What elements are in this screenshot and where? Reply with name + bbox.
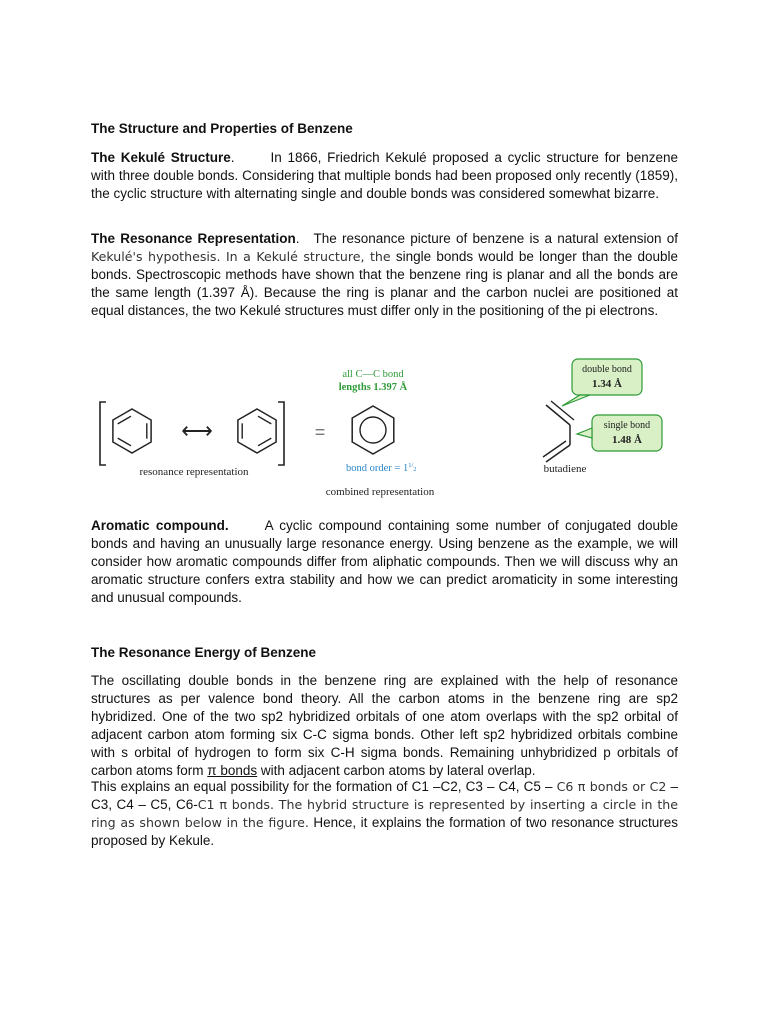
resonance-paragraph — [91, 230, 678, 320]
equals-sign: = — [314, 422, 326, 442]
energy-p1-b: with adjacent carbon atoms by lateral overlap. — [257, 763, 536, 779]
energy-p2-b: C6 π bonds or C2 — [556, 779, 667, 794]
resonance-energy-paragraph-1 — [91, 672, 678, 781]
resonance-energy-paragraph-2 — [91, 778, 678, 850]
document-title: The Structure and Properties of Benzene — [91, 121, 353, 136]
energy-p2-a: This explains an equal possibility for the formation of C1 –C2, C3 – C4, C5 – — [91, 779, 557, 794]
combined-caption: combined representation — [325, 486, 435, 498]
double-bond-callout — [562, 359, 642, 406]
benzene-combined-structure — [352, 406, 394, 454]
kekule-paragraph — [91, 149, 678, 203]
right-bracket — [278, 402, 284, 465]
double-bond-label: double bond — [582, 364, 632, 375]
single-bond-callout — [577, 415, 662, 451]
pi-bonds-link[interactable]: π bonds — [207, 763, 258, 779]
kekule-lead-punct: . — [230, 150, 235, 165]
resonance-text-b: Kekulé's hypothesis. In a Kekulé structure, the — [91, 249, 391, 265]
aromatic-text: A cyclic compound containing some number of conjugated double bonds and having an unusually large resonance energy. Using benzene as the example, we will consider how aromatic compounds differ from aliphatic compounds. Then we will discuss why an aromatic structure confers extra stability and how we can predict aromaticity in some interesting and unusual compounds. — [91, 518, 678, 606]
resonance-lead: The Resonance Representation — [91, 231, 296, 246]
kekule-text: In 1866, Friedrich Kekulé proposed a cyclic structure for benzene with three double bonds. Considering that multiple bonds had been proposed only recently (1859), the cyclic structure with alternating single and double bonds was considered somewhat bizarre. — [91, 150, 678, 202]
energy-p2-e: Hence, it explains the formation of two resonance structures proposed by Kekule. — [91, 815, 678, 849]
resonance-energy-title: The Resonance Energy of Benzene — [91, 645, 317, 660]
kekule-structure-1 — [113, 409, 151, 453]
bond-order-label: bond order = $1^1/_2$ — [346, 462, 417, 474]
single-bond-label: single bond — [603, 420, 651, 431]
double-bond-value: 1.34 Å — [592, 378, 622, 390]
bond-length-label-2: lengths 1.397 Å — [338, 382, 408, 393]
resonance-caption: resonance representation — [139, 466, 249, 478]
single-bond-value: 1.48 Å — [612, 434, 642, 446]
resonance-text-c: single bonds would be longer than the double bonds. Spectroscopic methods have shown that the benzene ring is planar and all the bonds are the same length (1.397 Å). Because the ring is planar and the carbon nuclei are positioned at equal distances, the two Kekulé structures must differ only in the positioning of the pi electrons. — [91, 249, 678, 319]
left-bracket — [100, 402, 106, 465]
resonance-lead-punct: . — [295, 231, 300, 246]
energy-p2-d: C1 π bonds. The hybrid structure is represented by inserting a circle in the ring as shown below in the figure. — [91, 797, 678, 831]
butadiene-structure — [543, 401, 574, 462]
kekule-lead: The Kekulé Structure — [91, 150, 231, 165]
aromatic-paragraph — [91, 517, 678, 607]
energy-p1-a: The oscillating double bonds in the benzene ring are explained with the help of resonance structures as per valence bond theory. All the carbon atoms in the benzene ring are sp2 hybridized. One of the two sp2 hybridized orbitals of one atom overlaps with the sp2 orbital of adjacent carbon atom forming six C-C sigma bonds. Other left sp2 hybridized orbitals combine with s orbital of hydrogen to form six C-H sigma bonds. Remaining unhybridized p orbitals of carbon atoms form — [91, 673, 678, 779]
butadiene-caption: butadiene — [543, 463, 587, 475]
kekule-structure-2 — [238, 409, 276, 453]
resonance-text-a: The resonance picture of benzene is a natural extension of — [313, 231, 678, 246]
bond-length-label-1: all C—C bond — [342, 369, 404, 380]
energy-p2-c: – C3, C4 – C5, C6- — [91, 779, 679, 813]
aromatic-lead: Aromatic compound. — [91, 518, 229, 533]
benzene-figure — [88, 350, 688, 500]
resonance-arrow: ⟷ — [181, 418, 213, 443]
